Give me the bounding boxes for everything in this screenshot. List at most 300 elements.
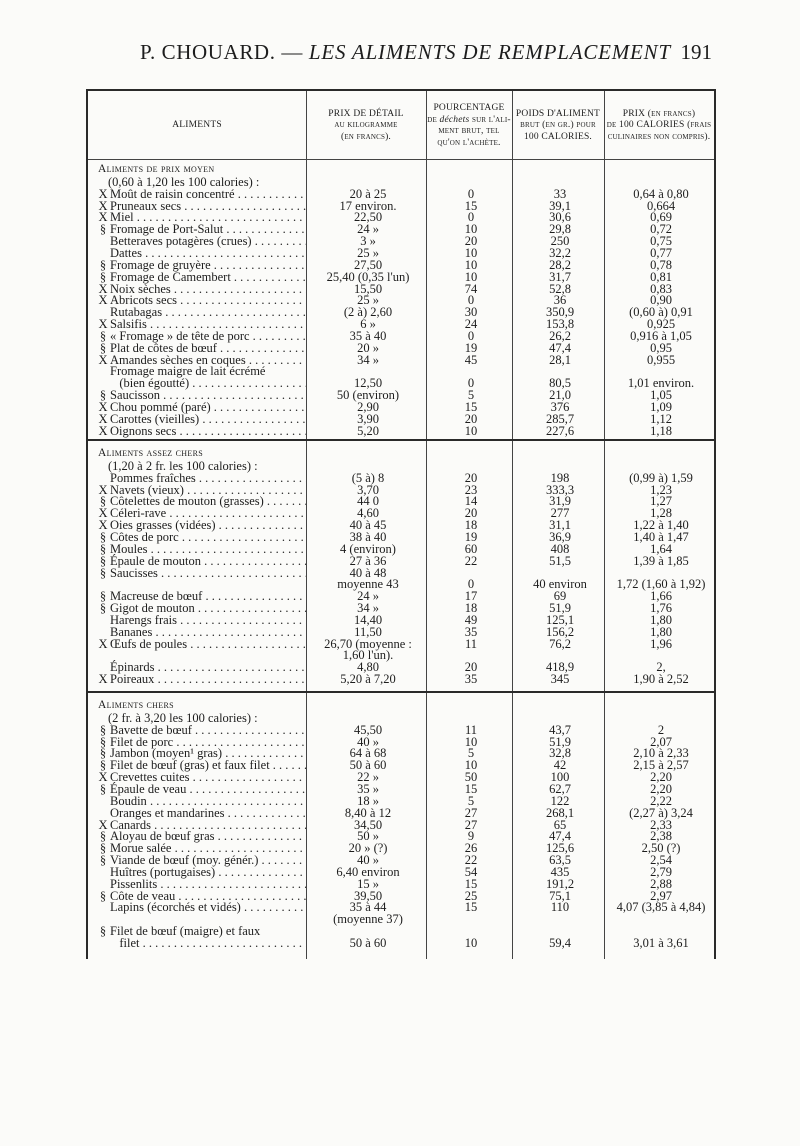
food-name: Bavette de bœuf . . . <box>110 723 306 737</box>
retail-price: 22 » <box>357 770 379 785</box>
section-note: (1,20 à 2 fr. les 100 calories) : <box>108 458 258 473</box>
row-marker: § <box>99 781 107 796</box>
cost-per-100-calories: 0,77 <box>650 245 672 260</box>
cost-per-100-calories: 0,664 <box>646 198 676 213</box>
waste-percentage: 0 <box>467 376 475 391</box>
retail-price: (moyenne 37) <box>333 912 403 927</box>
waste-percentage: 0 <box>467 577 475 592</box>
retail-price: 34 » <box>357 601 379 616</box>
weight-per-100-calories: 156,2 <box>545 624 575 639</box>
food-name: Betteraves potagères (crues) . . . <box>110 234 306 248</box>
weight-per-100-calories: 125,6 <box>545 841 575 856</box>
cost-per-100-calories: 1,23 <box>650 482 672 497</box>
retail-price: 40 » <box>357 853 379 868</box>
row-marker: X <box>98 770 108 785</box>
retail-price: 3,70 <box>357 482 379 497</box>
row-marker: X <box>98 352 108 367</box>
retail-price: 34 » <box>357 352 379 367</box>
retail-price: 40 » <box>357 734 379 749</box>
cost-per-100-calories: 0,81 <box>650 269 672 284</box>
retail-price: 27 à 36 <box>349 553 387 568</box>
row-marker: § <box>99 888 107 903</box>
retail-price: 15 » <box>357 876 379 891</box>
food-name: Oies grasses (vidées) . . . <box>110 518 306 532</box>
column-header-line: sur l'ali- <box>471 114 511 125</box>
row-marker: § <box>99 541 107 556</box>
weight-per-100-calories: 26,2 <box>549 328 571 343</box>
retail-price: 22,50 <box>353 210 383 225</box>
food-name: Macreuse de bœuf . . . <box>110 589 306 603</box>
waste-percentage: 54 <box>464 864 478 879</box>
retail-price: 3,90 <box>357 411 379 426</box>
food-name: Fromage de gruyère . . . <box>110 258 306 272</box>
retail-price: 50 à 60 <box>349 758 387 773</box>
row-marker: § <box>99 853 107 868</box>
column-header-line: 100 CALORIES. <box>523 131 593 142</box>
waste-percentage: 15 <box>464 900 478 915</box>
waste-percentage: 49 <box>464 612 478 627</box>
weight-per-100-calories: 51,9 <box>549 601 571 616</box>
row-marker: § <box>99 734 107 749</box>
cost-per-100-calories: 0,75 <box>650 234 672 249</box>
weight-per-100-calories: 110 <box>550 900 570 915</box>
weight-per-100-calories: 191,2 <box>545 876 575 891</box>
cost-per-100-calories: 2,20 <box>650 770 672 785</box>
waste-percentage: 60 <box>464 541 478 556</box>
waste-percentage: 50 <box>464 770 478 785</box>
retail-price: 1,60 l'un). <box>342 648 394 663</box>
waste-percentage: 0 <box>467 293 475 308</box>
waste-percentage: 0 <box>467 186 475 201</box>
waste-percentage: 10 <box>464 423 478 438</box>
waste-percentage: 17 <box>464 589 478 604</box>
weight-per-100-calories: 21,0 <box>549 388 571 403</box>
cost-per-100-calories: 1,40 à 1,47 <box>633 529 689 544</box>
retail-price: 34,50 <box>353 817 383 832</box>
running-head <box>140 40 671 65</box>
food-name: Crevettes cuites . . . <box>110 770 306 784</box>
section-title: Aliments de prix moyen <box>98 163 215 175</box>
waste-percentage: 35 <box>464 624 478 639</box>
column-header-line: POIDS D'ALIMENT <box>515 108 601 119</box>
waste-percentage: 23 <box>464 482 478 497</box>
retail-price: 25,40 (0,35 l'un) <box>326 269 410 284</box>
weight-per-100-calories: 40 environ <box>533 577 587 592</box>
retail-price: 5,20 <box>357 423 379 438</box>
column-header-line: (en francs). <box>340 131 392 142</box>
food-name: Moules . . . <box>110 542 306 556</box>
row-marker: X <box>98 672 108 687</box>
page-number: 191 <box>680 40 712 64</box>
retail-price: 40 à 45 <box>349 518 387 533</box>
retail-price: 2,90 <box>357 400 379 414</box>
retail-price: 27,50 <box>353 257 383 272</box>
column-header-line: culinaires non compris). <box>607 131 711 142</box>
waste-percentage: 74 <box>464 281 478 296</box>
waste-percentage: 5 <box>467 388 475 403</box>
cost-per-100-calories: 0,83 <box>650 281 672 296</box>
column-header-line: qu'on l'achète. <box>437 137 501 148</box>
food-name: « Fromage » de tête de porc . . . <box>110 329 306 343</box>
food-name: Filet de porc . . . <box>110 735 306 749</box>
table-row <box>88 424 714 438</box>
weight-per-100-calories: 100 <box>550 770 570 785</box>
food-name: Oranges et mandarines . . . <box>110 806 306 820</box>
food-name: Morue salée . . . <box>110 841 306 855</box>
cost-per-100-calories: 0,78 <box>650 257 672 272</box>
cost-per-100-calories: 1,96 <box>650 636 672 651</box>
waste-percentage: 10 <box>464 222 478 237</box>
food-name: Noix sèches . . . <box>110 282 306 296</box>
cost-per-100-calories: 0,72 <box>650 222 672 237</box>
weight-per-100-calories: 198 <box>550 470 570 485</box>
waste-percentage: 10 <box>464 257 478 272</box>
weight-per-100-calories: 32,2 <box>549 245 571 260</box>
row-marker: § <box>99 589 107 604</box>
retail-price: 18 » <box>357 793 379 808</box>
row-marker: X <box>98 411 108 426</box>
food-name: Côtes de porc . . . <box>110 530 306 544</box>
row-marker: X <box>98 817 108 832</box>
food-name: Oignons secs . . . <box>110 424 306 438</box>
waste-percentage: 10 <box>464 734 478 749</box>
cost-per-100-calories: 0,955 <box>646 352 676 367</box>
section-divider <box>88 439 714 441</box>
cost-per-100-calories: 2,07 <box>650 734 672 749</box>
header-divider <box>88 159 714 160</box>
waste-percentage: 30 <box>464 305 478 320</box>
weight-per-100-calories: 33 <box>553 186 567 201</box>
cost-per-100-calories: 2,10 à 2,33 <box>633 746 689 761</box>
retail-price: 45,50 <box>353 722 383 737</box>
food-name: (bien égoutté) . . . <box>110 376 306 390</box>
table-row <box>88 672 714 686</box>
weight-per-100-calories: 32,8 <box>549 746 571 761</box>
cost-per-100-calories: 2,22 <box>650 793 672 808</box>
cost-per-100-calories: 1,18 <box>650 423 672 438</box>
weight-per-100-calories: 36 <box>553 293 567 308</box>
food-name: Rutabagas . . . <box>110 305 306 319</box>
section-note: (0,60 à 1,20 les 100 calories) : <box>108 174 260 189</box>
retail-price: 11,50 <box>354 624 382 639</box>
weight-per-100-calories: 36,9 <box>549 529 571 544</box>
weight-per-100-calories: 43,7 <box>549 722 571 737</box>
row-marker: § <box>99 529 107 544</box>
waste-percentage: 10 <box>464 245 478 260</box>
food-name: Huîtres (portugaises) . . . <box>110 865 306 879</box>
weight-per-100-calories: 80,5 <box>549 376 571 391</box>
cost-per-100-calories: 1,22 à 1,40 <box>633 518 689 533</box>
row-marker: X <box>98 400 108 414</box>
waste-percentage: 18 <box>464 601 478 616</box>
waste-percentage: 10 <box>464 758 478 773</box>
waste-percentage: 20 <box>464 660 478 675</box>
retail-price: (5 à) 8 <box>351 470 385 485</box>
food-name: Fromage de Camembert . . . <box>110 270 306 284</box>
cost-per-100-calories: 2,33 <box>650 817 672 832</box>
food-name: Chou pommé (paré) . . . <box>110 400 306 414</box>
waste-percentage: 0 <box>467 210 475 225</box>
column-header-line: de 100 CALORIES (frais <box>606 120 712 131</box>
waste-percentage: 20 <box>464 234 478 249</box>
food-name: Jambon (moyen¹ gras) . . . <box>110 746 306 760</box>
food-name: Fromage maigre de lait écrémé <box>110 364 266 379</box>
column-header-line: PRIX (en francs) <box>622 108 696 119</box>
cost-per-100-calories: 0,925 <box>646 317 676 332</box>
cost-per-100-calories: 2,50 (?) <box>641 841 681 856</box>
waste-percentage: 15 <box>464 400 478 414</box>
cost-per-100-calories: 0,916 à 1,05 <box>630 328 692 343</box>
weight-per-100-calories: 122 <box>550 793 570 808</box>
cost-per-100-calories: 1,64 <box>650 541 672 556</box>
cost-per-100-calories: 1,80 <box>650 612 672 627</box>
row-marker: X <box>98 198 108 213</box>
row-marker: § <box>99 722 107 737</box>
food-name: Carottes (vieilles) . . . <box>110 412 306 426</box>
retail-price: 40 à 48 <box>349 565 387 580</box>
cost-per-100-calories: 2,54 <box>650 853 672 868</box>
food-name: Navets (vieux) . . . <box>110 483 306 497</box>
cost-per-100-calories: (2,27 à) 3,24 <box>629 805 693 820</box>
retail-price: 44 0 <box>357 494 379 509</box>
retail-price: 14,40 <box>353 612 383 627</box>
section-note: (2 fr. à 3,20 les 100 calories) : <box>108 710 258 725</box>
weight-per-100-calories: 30,6 <box>549 210 571 225</box>
row-marker: § <box>99 257 107 272</box>
food-name: Lapins (écorchés et vidés) . . . <box>110 900 306 914</box>
retail-price: 35 à 40 <box>349 328 387 343</box>
food-name: Boudin . . . <box>110 794 306 808</box>
retail-price: 8,40 à 12 <box>344 805 392 820</box>
row-marker: X <box>98 506 108 521</box>
cost-per-100-calories: 2,97 <box>650 888 672 903</box>
retail-price: moyenne 43 <box>337 577 399 592</box>
waste-percentage: 25 <box>464 888 478 903</box>
waste-percentage: 20 <box>464 470 478 485</box>
row-marker: § <box>99 328 107 343</box>
section-title: Aliments chers <box>98 699 174 711</box>
retail-price: 26,70 (moyenne : <box>324 636 412 651</box>
cost-per-100-calories: 0,69 <box>650 210 672 225</box>
weight-per-100-calories: 62,7 <box>549 781 571 796</box>
column-header-poids <box>512 95 604 157</box>
cost-per-100-calories: 0,90 <box>650 293 672 308</box>
column-header-line: PRIX DE DÉTAIL <box>328 108 404 119</box>
weight-per-100-calories: 59,4 <box>549 936 571 950</box>
column-header-label: ALIMENTS <box>172 120 222 131</box>
food-name: Miel . . . <box>110 210 306 224</box>
cost-per-100-calories: 1,80 <box>650 624 672 639</box>
weight-per-100-calories: 39,1 <box>549 198 571 213</box>
weight-per-100-calories: 51,9 <box>549 734 571 749</box>
waste-percentage: 26 <box>464 841 478 856</box>
row-marker: § <box>99 340 107 355</box>
waste-percentage: 5 <box>467 746 475 761</box>
cost-per-100-calories: 1,66 <box>650 589 672 604</box>
retail-price: 20 à 25 <box>349 186 387 201</box>
weight-per-100-calories: 418,9 <box>545 660 575 675</box>
retail-price: 4,60 <box>357 506 379 521</box>
retail-price: 50 (environ) <box>336 388 400 403</box>
row-marker: § <box>99 494 107 509</box>
waste-percentage: 22 <box>464 853 478 868</box>
row-marker: § <box>99 758 107 773</box>
weight-per-100-calories: 47,4 <box>549 829 571 844</box>
cost-per-100-calories: 2 <box>657 722 665 737</box>
food-name: Épaule de mouton . . . <box>110 554 306 568</box>
cost-per-100-calories: 4,07 (3,85 à 4,84) <box>616 900 706 915</box>
food-name: Plat de côtes de bœuf . . . <box>110 341 306 355</box>
row-marker: X <box>98 482 108 497</box>
column-header-dechets <box>426 95 512 157</box>
retail-price: 64 à 68 <box>349 746 387 761</box>
retail-price: 35 à 44 <box>349 900 387 915</box>
cost-per-100-calories: 1,12 <box>650 411 672 426</box>
weight-per-100-calories: 153,8 <box>545 317 575 332</box>
cost-per-100-calories: 1,27 <box>650 494 672 509</box>
column-header-cout <box>604 95 714 157</box>
weight-per-100-calories: 227,6 <box>545 423 575 438</box>
weight-per-100-calories: 47,4 <box>549 340 571 355</box>
cost-per-100-calories: 2,79 <box>650 864 672 879</box>
food-name: Amandes sèches en coques . . . <box>110 353 306 367</box>
cost-per-100-calories: 3,01 à 3,61 <box>633 936 689 950</box>
retail-price: (2 à) 2,60 <box>343 305 393 320</box>
food-name: Côtelettes de mouton (grasses) . . . <box>110 494 306 508</box>
row-marker: § <box>99 746 107 761</box>
cost-per-100-calories: 2,20 <box>650 781 672 796</box>
cost-per-100-calories: 0,95 <box>650 340 672 355</box>
food-name: Pommes fraîches . . . <box>110 471 306 485</box>
row-marker: § <box>99 222 107 237</box>
row-marker: § <box>99 553 107 568</box>
retail-price: 50 à 60 <box>349 936 387 950</box>
waste-percentage: 9 <box>467 829 475 844</box>
row-marker: X <box>98 293 108 308</box>
waste-percentage: 45 <box>464 352 478 367</box>
food-name: Abricots secs . . . <box>110 293 306 307</box>
row-marker: X <box>98 518 108 533</box>
row-marker: § <box>99 388 107 403</box>
weight-per-100-calories: 31,1 <box>549 518 571 533</box>
retail-price: 39,50 <box>353 888 383 903</box>
food-name: Pruneaux secs . . . <box>110 199 306 213</box>
cost-per-100-calories: 1,05 <box>650 388 672 403</box>
weight-per-100-calories: 29,8 <box>549 222 571 237</box>
food-name: Gigot de mouton . . . <box>110 601 306 615</box>
waste-percentage: 20 <box>464 506 478 521</box>
weight-per-100-calories: 125,1 <box>545 612 575 627</box>
food-name: Côte de veau . . . <box>110 889 306 903</box>
waste-percentage: 27 <box>464 817 478 832</box>
column-header-line: de <box>427 114 437 125</box>
cost-per-100-calories: (0,99 à) 1,59 <box>629 470 693 485</box>
weight-per-100-calories: 277 <box>550 506 570 521</box>
waste-percentage: 35 <box>464 672 478 687</box>
retail-price: 50 » <box>357 829 379 844</box>
retail-price: 35 » <box>357 781 379 796</box>
row-marker: X <box>98 423 108 438</box>
food-name: Saucisses . . . <box>110 566 306 580</box>
waste-percentage: 5 <box>467 793 475 808</box>
cost-per-100-calories: 1,09 <box>650 400 672 414</box>
cost-per-100-calories: (0,60 à) 0,91 <box>629 305 693 320</box>
retail-price: 6 » <box>360 317 376 332</box>
retail-price: 25 » <box>357 293 379 308</box>
waste-percentage: 18 <box>464 518 478 533</box>
row-marker: § <box>99 841 107 856</box>
retail-price: 25 » <box>357 245 379 260</box>
food-name: Moût de raisin concentré . . . <box>110 187 306 201</box>
food-name: Filet de bœuf (maigre) et faux <box>110 924 261 939</box>
row-marker: § <box>99 565 107 580</box>
row-marker: § <box>99 601 107 616</box>
weight-per-100-calories: 52,8 <box>549 281 571 296</box>
author-name: P. CHOUARD. — <box>140 40 303 64</box>
retail-price: 38 à 40 <box>349 529 387 544</box>
section-divider <box>88 691 714 693</box>
retail-price: 5,20 à 7,20 <box>340 672 396 687</box>
waste-percentage: 11 <box>464 636 478 651</box>
food-name: Filet de bœuf (gras) et faux filet . . . <box>110 758 306 772</box>
food-name: Pissenlits . . . <box>110 877 306 891</box>
weight-per-100-calories: 51,5 <box>549 553 571 568</box>
weight-per-100-calories: 76,2 <box>549 636 571 651</box>
row-marker: X <box>98 186 108 201</box>
weight-per-100-calories: 350,9 <box>545 305 575 320</box>
cost-per-100-calories: 1,39 à 1,85 <box>633 553 689 568</box>
food-name: Harengs frais . . . <box>110 613 306 627</box>
weight-per-100-calories: 42 <box>553 758 567 773</box>
food-name: Fromage de Port-Salut . . . <box>110 222 306 236</box>
weight-per-100-calories: 285,7 <box>545 411 575 426</box>
weight-per-100-calories: 435 <box>550 864 570 879</box>
row-marker: § <box>99 829 107 844</box>
cost-per-100-calories: 2,15 à 2,57 <box>633 758 689 773</box>
waste-percentage: 24 <box>464 317 478 332</box>
weight-per-100-calories: 408 <box>550 541 570 556</box>
waste-percentage: 14 <box>464 494 478 509</box>
waste-percentage: 22 <box>464 553 478 568</box>
column-header-line: POURCENTAGE <box>433 103 505 113</box>
cost-per-100-calories: 1,76 <box>650 601 672 616</box>
cost-per-100-calories: 2, <box>656 660 666 675</box>
waste-percentage: 0 <box>467 328 475 343</box>
waste-percentage: 15 <box>464 876 478 891</box>
retail-price: 20 » <box>357 340 379 355</box>
food-name: Bananes . . . <box>110 625 306 639</box>
row-marker: X <box>98 636 108 651</box>
page-header <box>88 38 712 74</box>
row-marker: § <box>99 269 107 284</box>
cost-per-100-calories: 1,72 (1,60 à 1,92) <box>616 577 706 592</box>
food-name: Épinards . . . <box>110 660 306 674</box>
waste-percentage: 10 <box>464 269 478 284</box>
food-name: filet . . . <box>110 936 306 950</box>
waste-percentage: 10 <box>464 936 478 950</box>
retail-price: 17 environ. <box>339 198 397 213</box>
weight-per-100-calories: 345 <box>550 672 570 687</box>
weight-per-100-calories: 75,1 <box>549 888 571 903</box>
column-header-line: brut (en gr.) pour <box>520 120 596 131</box>
retail-price: 20 » (?) <box>348 841 388 856</box>
retail-price: 6,40 environ <box>336 864 400 879</box>
weight-per-100-calories: 28,1 <box>549 352 571 367</box>
food-name: Poireaux . . . <box>110 672 306 686</box>
waste-percentage: 15 <box>464 781 478 796</box>
cost-per-100-calories: 1,90 à 2,52 <box>633 672 689 687</box>
weight-per-100-calories: 31,7 <box>549 269 571 284</box>
